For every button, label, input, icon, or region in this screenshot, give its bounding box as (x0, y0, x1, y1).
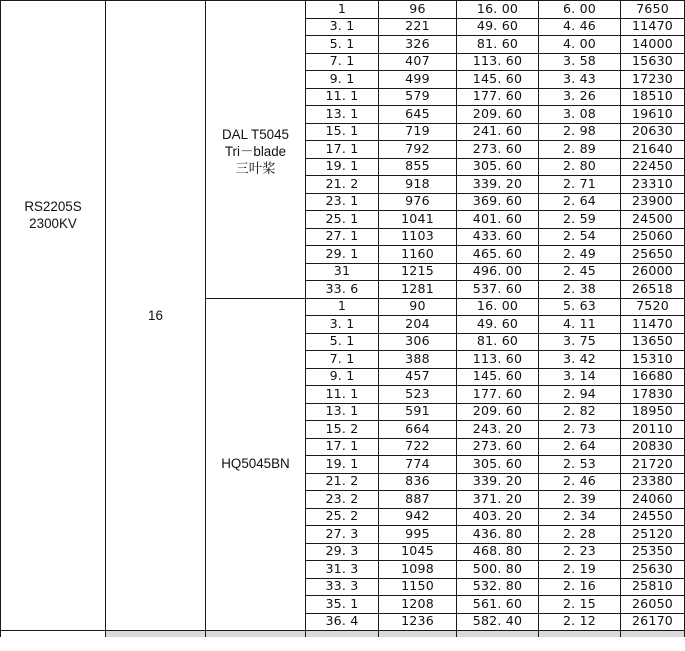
efficiency-cell: 2. 73 (539, 421, 621, 439)
rpm-cell: 26050 (621, 596, 685, 614)
throttle-cell: 17. 1 (306, 141, 379, 159)
throttle-cell: 3. 1 (306, 18, 379, 36)
rpm-cell: 20110 (621, 421, 685, 439)
efficiency-cell: 2. 94 (539, 386, 621, 404)
rpm-cell: 25120 (621, 526, 685, 544)
current-cell: 1041 (379, 211, 457, 229)
rpm-cell: 25650 (621, 246, 685, 264)
throttle-cell: 15. 2 (306, 421, 379, 439)
current-cell: 591 (379, 403, 457, 421)
current-cell: 1281 (379, 281, 457, 299)
throttle-cell: 36. 4 (306, 613, 379, 631)
throttle-cell: 31 (306, 263, 379, 281)
throttle-cell: 19. 1 (306, 456, 379, 474)
efficiency-cell: 2. 64 (539, 438, 621, 456)
propeller-name-cell (206, 1, 306, 299)
efficiency-cell: 3. 58 (539, 53, 621, 71)
cut-off-cell (379, 631, 457, 638)
power-cell: 468. 80 (457, 543, 539, 561)
cut-off-cell (621, 631, 685, 638)
power-cell: 81. 60 (457, 333, 539, 351)
efficiency-cell: 3. 75 (539, 333, 621, 351)
rpm-cell: 24500 (621, 211, 685, 229)
rpm-cell: 20830 (621, 438, 685, 456)
efficiency-cell: 2. 23 (539, 543, 621, 561)
power-cell: 436. 80 (457, 526, 539, 544)
cut-off-cell (306, 631, 379, 638)
throttle-cell: 21. 2 (306, 473, 379, 491)
throttle-cell: 23. 2 (306, 491, 379, 509)
power-cell: 433. 60 (457, 228, 539, 246)
current-cell: 995 (379, 526, 457, 544)
current-cell: 719 (379, 123, 457, 141)
rpm-cell: 19610 (621, 106, 685, 124)
current-cell: 499 (379, 71, 457, 89)
rpm-cell: 7650 (621, 1, 685, 19)
throttle-cell: 21. 2 (306, 176, 379, 194)
current-cell: 855 (379, 158, 457, 176)
cut-off-cell (106, 631, 206, 638)
current-cell: 1160 (379, 246, 457, 264)
throttle-cell: 27. 1 (306, 228, 379, 246)
power-cell: 16. 00 (457, 1, 539, 19)
current-cell: 90 (379, 298, 457, 316)
power-cell: 16. 00 (457, 298, 539, 316)
current-cell: 976 (379, 193, 457, 211)
rpm-cell: 25630 (621, 561, 685, 579)
current-cell: 388 (379, 351, 457, 369)
rpm-cell: 22450 (621, 158, 685, 176)
throttle-cell: 7. 1 (306, 351, 379, 369)
throttle-cell: 13. 1 (306, 106, 379, 124)
throttle-cell: 1 (306, 298, 379, 316)
power-cell: 49. 60 (457, 316, 539, 334)
throttle-cell: 25. 1 (306, 211, 379, 229)
throttle-cell: 31. 3 (306, 561, 379, 579)
rpm-cell: 14000 (621, 36, 685, 54)
efficiency-cell: 4. 00 (539, 36, 621, 54)
table-body (1, 1, 685, 638)
voltage-group-cell (106, 1, 206, 631)
table-row (1, 1, 685, 19)
current-cell: 918 (379, 176, 457, 194)
power-cell: 113. 60 (457, 351, 539, 369)
rpm-cell: 26518 (621, 281, 685, 299)
power-cell: 209. 60 (457, 403, 539, 421)
current-cell: 942 (379, 508, 457, 526)
power-cell: 177. 60 (457, 386, 539, 404)
throttle-cell: 11. 1 (306, 88, 379, 106)
table-row (1, 578, 685, 596)
rpm-cell: 23380 (621, 473, 685, 491)
rpm-cell: 15310 (621, 351, 685, 369)
efficiency-cell: 2. 19 (539, 561, 621, 579)
current-cell: 1150 (379, 578, 457, 596)
rpm-cell: 21720 (621, 456, 685, 474)
current-cell: 1045 (379, 543, 457, 561)
throttle-cell: 29. 1 (306, 246, 379, 264)
table-row (1, 613, 685, 631)
throttle-cell: 15. 1 (306, 123, 379, 141)
rpm-cell: 7520 (621, 298, 685, 316)
power-cell: 81. 60 (457, 36, 539, 54)
current-cell: 1236 (379, 613, 457, 631)
cut-off-cell (1, 631, 106, 638)
rpm-cell: 18510 (621, 88, 685, 106)
efficiency-cell: 3. 43 (539, 71, 621, 89)
efficiency-cell: 6. 00 (539, 1, 621, 19)
rpm-cell: 23310 (621, 176, 685, 194)
power-cell: 403. 20 (457, 508, 539, 526)
throttle-cell: 9. 1 (306, 71, 379, 89)
table-row (1, 561, 685, 579)
rpm-cell: 24060 (621, 491, 685, 509)
current-cell: 326 (379, 36, 457, 54)
efficiency-cell: 5. 63 (539, 298, 621, 316)
efficiency-cell: 2. 71 (539, 176, 621, 194)
power-cell: 369. 60 (457, 193, 539, 211)
motor-model: RS2205S (24, 198, 82, 214)
efficiency-cell: 2. 82 (539, 403, 621, 421)
throttle-cell: 3. 1 (306, 316, 379, 334)
current-cell: 523 (379, 386, 457, 404)
throttle-cell: 9. 1 (306, 368, 379, 386)
power-cell: 113. 60 (457, 53, 539, 71)
rpm-cell: 13650 (621, 333, 685, 351)
current-cell: 96 (379, 1, 457, 19)
power-cell: 500. 80 (457, 561, 539, 579)
efficiency-cell: 2. 80 (539, 158, 621, 176)
efficiency-cell: 4. 11 (539, 316, 621, 334)
efficiency-cell: 2. 16 (539, 578, 621, 596)
efficiency-cell: 2. 64 (539, 193, 621, 211)
throttle-cell: 5. 1 (306, 333, 379, 351)
current-cell: 645 (379, 106, 457, 124)
cut-off-cell (206, 631, 306, 638)
efficiency-cell: 3. 14 (539, 368, 621, 386)
rpm-cell: 24550 (621, 508, 685, 526)
power-cell: 465. 60 (457, 246, 539, 264)
power-cell: 243. 20 (457, 421, 539, 439)
power-cell: 537. 60 (457, 281, 539, 299)
rpm-cell: 26000 (621, 263, 685, 281)
power-cell: 241. 60 (457, 123, 539, 141)
motor-kv: 2300KV (29, 215, 77, 231)
efficiency-cell: 2. 12 (539, 613, 621, 631)
current-cell: 204 (379, 316, 457, 334)
cut-off-cell (457, 631, 539, 638)
rpm-cell: 23900 (621, 193, 685, 211)
efficiency-cell: 2. 15 (539, 596, 621, 614)
current-cell: 792 (379, 141, 457, 159)
table-row (1, 543, 685, 561)
power-cell: 145. 60 (457, 368, 539, 386)
efficiency-cell: 2. 53 (539, 456, 621, 474)
current-cell: 1215 (379, 263, 457, 281)
power-cell: 177. 60 (457, 88, 539, 106)
current-cell: 887 (379, 491, 457, 509)
power-cell: 496. 00 (457, 263, 539, 281)
throttle-cell: 5. 1 (306, 36, 379, 54)
propeller-name-line: 三叶桨 (235, 160, 276, 176)
power-cell: 273. 60 (457, 141, 539, 159)
rpm-cell: 17230 (621, 71, 685, 89)
rpm-cell: 11470 (621, 316, 685, 334)
power-cell: 339. 20 (457, 176, 539, 194)
power-cell: 305. 60 (457, 456, 539, 474)
throttle-cell: 13. 1 (306, 403, 379, 421)
current-cell: 774 (379, 456, 457, 474)
propeller-name-line: Tri－blade (224, 143, 287, 159)
efficiency-cell: 2. 46 (539, 473, 621, 491)
rpm-cell: 25350 (621, 543, 685, 561)
efficiency-cell: 2. 89 (539, 141, 621, 159)
cut-off-row (1, 631, 685, 638)
rpm-cell: 15630 (621, 53, 685, 71)
efficiency-cell: 4. 46 (539, 18, 621, 36)
current-cell: 407 (379, 53, 457, 71)
throttle-cell: 17. 1 (306, 438, 379, 456)
power-cell: 145. 60 (457, 71, 539, 89)
throttle-cell: 19. 1 (306, 158, 379, 176)
rpm-cell: 11470 (621, 18, 685, 36)
current-cell: 1103 (379, 228, 457, 246)
current-cell: 221 (379, 18, 457, 36)
table-row (1, 596, 685, 614)
rpm-cell: 21640 (621, 141, 685, 159)
rpm-cell: 16680 (621, 368, 685, 386)
current-cell: 306 (379, 333, 457, 351)
power-cell: 371. 20 (457, 491, 539, 509)
power-cell: 273. 60 (457, 438, 539, 456)
efficiency-cell: 3. 26 (539, 88, 621, 106)
current-cell: 1098 (379, 561, 457, 579)
rpm-cell: 18950 (621, 403, 685, 421)
efficiency-cell: 3. 42 (539, 351, 621, 369)
efficiency-cell: 2. 39 (539, 491, 621, 509)
rpm-cell: 17830 (621, 386, 685, 404)
power-cell: 49. 60 (457, 18, 539, 36)
throttle-cell: 25. 2 (306, 508, 379, 526)
current-cell: 722 (379, 438, 457, 456)
throttle-cell: 29. 3 (306, 543, 379, 561)
throttle-cell: 23. 1 (306, 193, 379, 211)
throttle-cell: 33. 3 (306, 578, 379, 596)
rpm-cell: 25810 (621, 578, 685, 596)
efficiency-cell: 3. 08 (539, 106, 621, 124)
efficiency-cell: 2. 59 (539, 211, 621, 229)
efficiency-cell: 2. 54 (539, 228, 621, 246)
throttle-cell: 7. 1 (306, 53, 379, 71)
efficiency-cell: 2. 45 (539, 263, 621, 281)
rpm-cell: 20630 (621, 123, 685, 141)
rpm-cell: 25060 (621, 228, 685, 246)
rpm-cell: 26170 (621, 613, 685, 631)
motor-cell (1, 0, 106, 531)
power-cell: 209. 60 (457, 106, 539, 124)
throttle-cell: 27. 3 (306, 526, 379, 544)
current-cell: 836 (379, 473, 457, 491)
throttle-cell: 33. 6 (306, 281, 379, 299)
power-cell: 561. 60 (457, 596, 539, 614)
power-cell: 339. 20 (457, 473, 539, 491)
efficiency-cell: 2. 28 (539, 526, 621, 544)
power-cell: 401. 60 (457, 211, 539, 229)
current-cell: 457 (379, 368, 457, 386)
cut-off-cell (539, 631, 621, 638)
efficiency-cell: 2. 98 (539, 123, 621, 141)
efficiency-cell: 2. 34 (539, 508, 621, 526)
power-cell: 305. 60 (457, 158, 539, 176)
propeller-name-line: DAL T5045 (222, 127, 289, 143)
propeller-name-line: HQ5045BN (221, 455, 290, 471)
current-cell: 1208 (379, 596, 457, 614)
throttle-cell: 35. 1 (306, 596, 379, 614)
voltage-group: 16 (148, 307, 163, 323)
throttle-cell: 1 (306, 1, 379, 19)
current-cell: 579 (379, 88, 457, 106)
current-cell: 664 (379, 421, 457, 439)
power-cell: 582. 40 (457, 613, 539, 631)
throttle-cell: 11. 1 (306, 386, 379, 404)
propeller-name-cell (206, 298, 306, 631)
power-cell: 532. 80 (457, 578, 539, 596)
efficiency-cell: 2. 38 (539, 281, 621, 299)
efficiency-cell: 2. 49 (539, 246, 621, 264)
